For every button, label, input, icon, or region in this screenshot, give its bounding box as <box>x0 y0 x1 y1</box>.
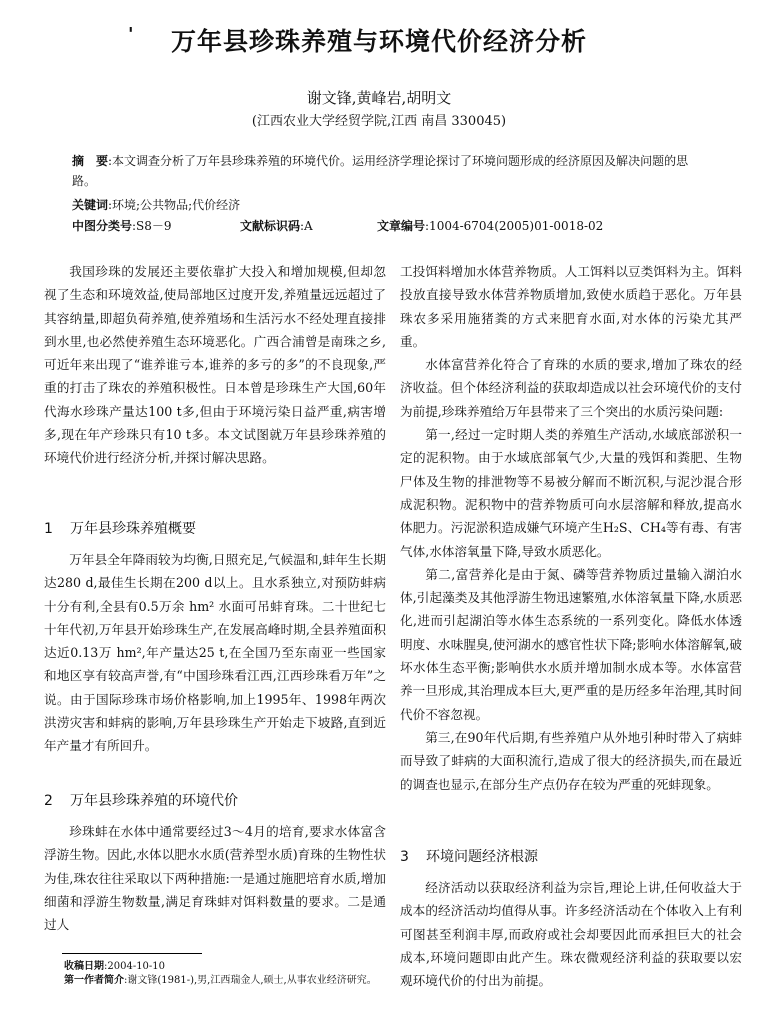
affiliation: (江西农业大学经贸学院,江西 南昌 330045) <box>251 114 507 129</box>
abstract-text: :本文调查分析了万年县珍珠养殖的环境代价。运用经济学理论探讨了环境问题形成的经济原因及解决问题的思路。 <box>72 154 689 188</box>
body-paragraph: 水体富营养化符合了育珠的水质的要求,增加了珠农的经济收益。但个体经济利益的获取却造成以社会环境代价的支付为前提,珍珠养殖给万年县带来了三个突出的水质污染问题: <box>400 357 742 419</box>
article-no-label: 文章编号 <box>377 219 426 233</box>
clc-label: 中图分类号 <box>72 219 133 233</box>
section-title: 万年县珍珠养殖概要 <box>70 521 196 537</box>
section-number: 2 <box>44 793 53 809</box>
keywords-label: 关键词 <box>72 198 109 212</box>
keywords <box>72 195 692 215</box>
section-title: 万年县珍珠养殖的环境代价 <box>70 793 238 809</box>
received-label: 收稿日期 <box>64 961 104 972</box>
section-1-body <box>44 548 386 758</box>
abstract <box>72 151 692 191</box>
section-2-paragraph: 珍珠蚌在水体中通常要经过3～4月的培育,要求水体富含浮游生物。因此,水体以肥水水质(营养型水质)育珠的生物性状为佳,珠农往往采取以下两种措施:一是通过施肥培育水质,增加细菌和浮游生物数量,满足育珠蚌对饵料数量的要求。二是通过人 <box>44 824 386 933</box>
section-1-paragraph: 万年县全年降雨较为均衡,日照充足,气候温和,蚌年生长期达280 d,最佳生长期在200 d以上。且水系独立,对预防蚌病十分有利,全县有0.5万余 hm² 水面可吊蚌育珠。二十世纪七十年代初,万年县开始珍珠生产,在发展高峰时期,全县养殖面积达近0.13万 hm²,年产量达25 t,在全国乃至东南亚一些国家和地区享有较高声誉,有“中国珍珠看江西,江西珍珠看万年”之说。由于国际珍珠市场价格影响,加上1995年、1998年两次洪涝灾害和蚌病的影响,万年县珍珠生产开始走下坡路,直到近年产量才有所回升。 <box>44 552 386 754</box>
margin-mark: ' <box>128 24 134 45</box>
author-list: 谢文锋,黄峰岩,胡明文 <box>306 89 452 107</box>
left-column <box>44 260 386 470</box>
section-3-paragraph: 经济活动以获取经济利益为宗旨,理论上讲,任何收益大于成本的经济活动均值得从事。许多经济活动在个体收入上有利可图甚至利润丰厚,而政府或社会却要因此而承担巨大的社会成本,环境问题即由此产生。珠农微观经济利益的获取要以宏观环境代价的付出为前提。 <box>400 880 742 989</box>
received-date <box>64 960 384 973</box>
section-number: 1 <box>44 521 53 537</box>
section-2-body <box>44 820 386 936</box>
received-value: :2004-10-10 <box>104 961 166 972</box>
section-3-heading <box>400 846 538 866</box>
keywords-text: :环境;公共物品;代价经济 <box>108 198 241 212</box>
section-title: 环境问题经济根源 <box>426 849 538 865</box>
article-no-value: :1004-6704(2005)01-0018-02 <box>425 219 604 233</box>
clc-value: :S8－9 <box>132 219 172 233</box>
doc-code-value: :A <box>300 219 313 233</box>
doc-code-label: 文献标识码 <box>240 219 301 233</box>
body-paragraph: 第三,在90年代后期,有些养殖户从外地引种时带入了病蚌而导致了蚌病的大面积流行,造成了很大的经济损失,而在最近的调查也显示,在部分生产点仍存在较为严重的死蚌现象。 <box>400 729 742 792</box>
abstract-label: 摘 要 <box>72 154 109 168</box>
section-number: 3 <box>400 849 409 865</box>
section-2-heading <box>44 790 238 810</box>
paper-title: 万年县珍珠养殖与环境代价经济分析 <box>170 27 587 56</box>
author-bio <box>64 974 384 987</box>
section-1-heading <box>44 518 196 538</box>
footnote-rule <box>62 953 202 954</box>
author-bio-label: 第一作者简介 <box>64 975 124 986</box>
section-3-body <box>400 876 742 992</box>
continued-paragraph: 工投饵料增加水体营养物质。人工饵料以豆类饵料为主。饵料投放直接导致水体营养物质增加,致使水质趋于恶化。万年县珠农多采用施猪粪的方式来肥育水面,对水体的污染尤其严重。 <box>400 264 742 349</box>
author-bio-value: :谢文锋(1981-),男,江西瑞金人,硕士,从事农业经济研究。 <box>124 975 377 986</box>
intro-paragraph: 我国珍珠的发展还主要依靠扩大投入和增加规模,但却忽视了生态和环境效益,使局部地区过度开发,养殖量远远超过了其容纳量,即超负荷养殖,使养殖场和生活污水不经处理直接排到水里,也必然使养殖生态环境恶化。广西合浦曾是南珠之乡,可近年来出现了“谁养谁亏本,谁养的多亏的多”的不良现象,严重的打击了珠农的养殖积极性。日本曾是珍珠生产大国,60年代海水珍珠产量达100 t多,但由于环境污染日益严重,病害增多,现在年产珍珠只有10 t多。本文试图就万年县珍珠养殖的环境代价进行经济分析,并探讨解决思路。 <box>44 264 386 466</box>
body-paragraph: 第二,富营养化是由于氮、磷等营养物质过量输入湖泊水体,引起藻类及其他浮游生物迅速繁殖,水体溶氧量下降,水质恶化,进而引起湖泊等水体生态系统的一系列变化。降低水体透明度、水味腥臭,使河湖水的感官性状下降;影响水体溶解氧,破坏水体生态平衡;影响供水水质并增加制水成本等。水体富营养一旦形成,其治理成本巨大,更严重的是历经多年治理,其时间代价不容忽视。 <box>400 566 742 722</box>
body-paragraph: 第一,经过一定时期人类的养殖生产活动,水域底部淤积一定的泥积物。由于水域底部氧气少,大量的残饵和粪肥、生物尸体及生物的排泄物等不易被分解而不断沉积,与泥沙混合形成泥积物。泥积物中的营养物质可向水层溶解和释放,提高水体肥力。污泥淤积造成嫌气环境产生H₂S、CH₄等有毒、有害气体,水体溶氧量下降,导致水质恶化。 <box>400 427 742 559</box>
right-column <box>400 260 742 796</box>
